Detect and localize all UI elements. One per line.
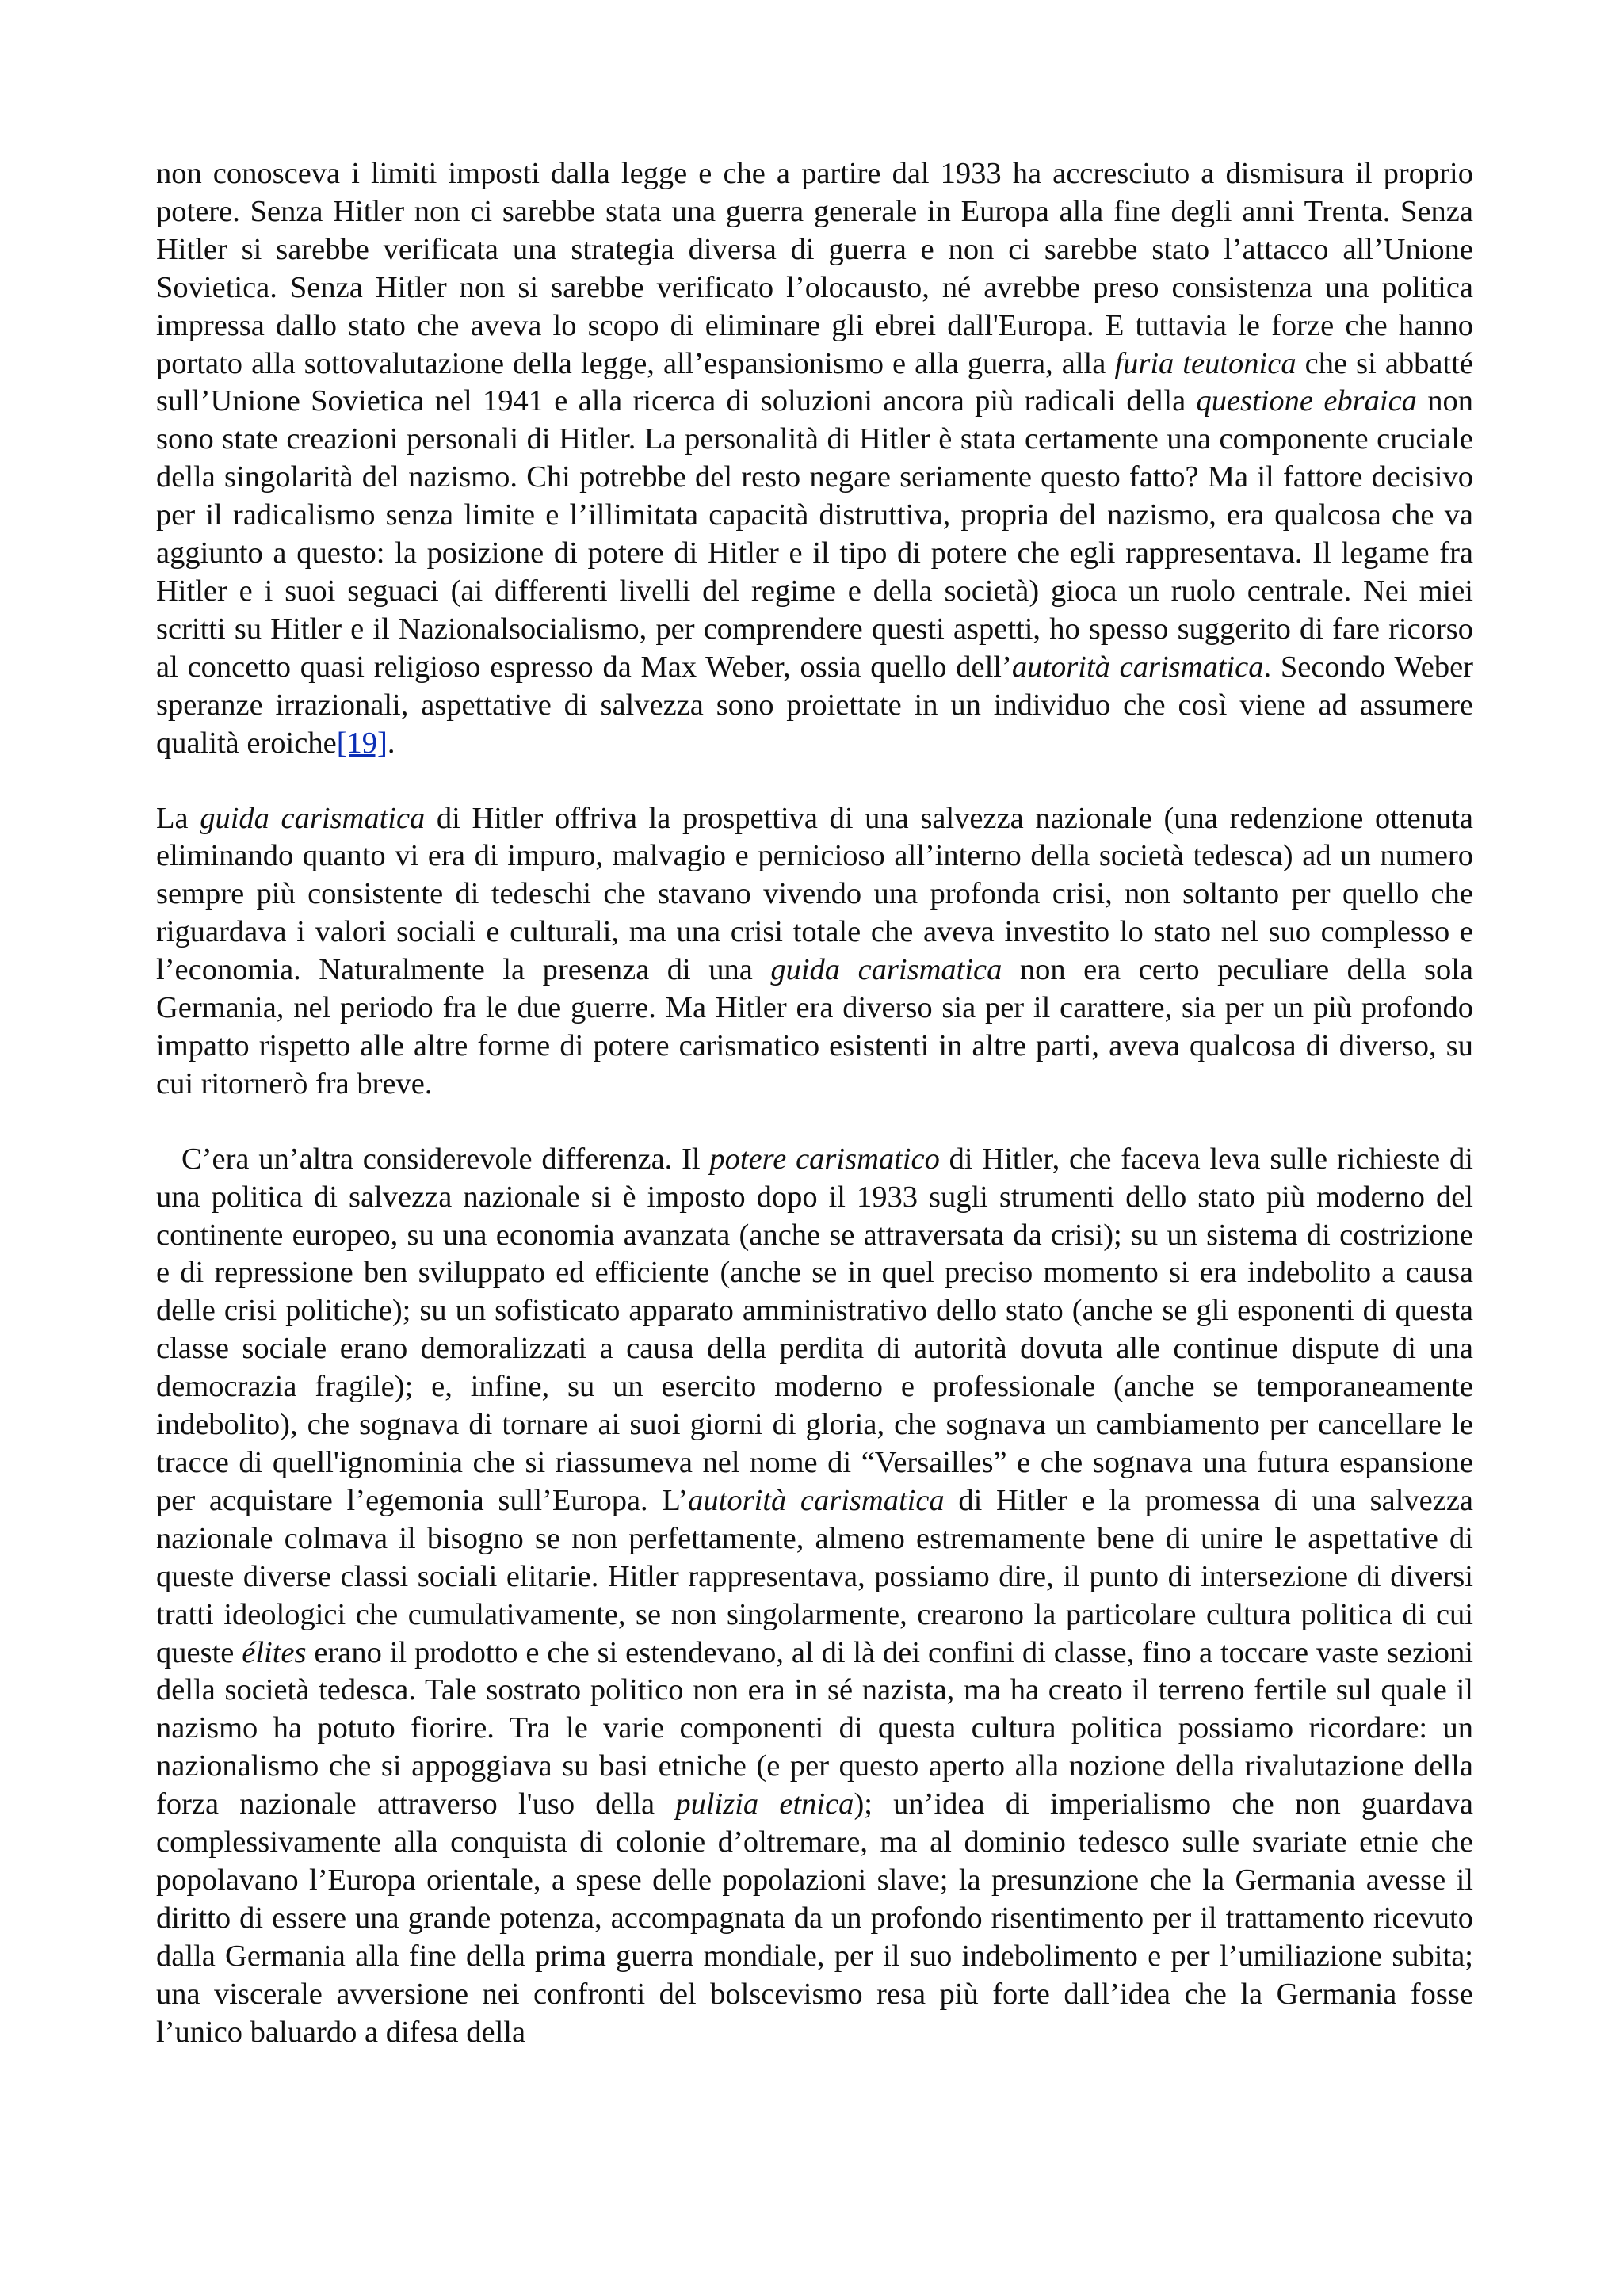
italic-run: furia teutonica — [1114, 346, 1296, 380]
text-run: La — [156, 801, 200, 835]
text-run: che si abbatté sull’Unione Sovietica nel 1941 e alla ricerca di soluzioni ancora più radicali della — [156, 346, 1473, 418]
paragraph-gap — [156, 1104, 1473, 1141]
italic-run: guida carismatica — [200, 801, 426, 835]
text-run: . — [387, 726, 395, 760]
text-run: ); un’idea di imperialismo che non guardava complessivamente alla conquista di colonie d’oltremare, ma al dominio tedesco sulle svariate etnie che popolavano l’Europa orientale, a spese delle popolazioni slave; la presunzione che la Germania avesse il diritto di essere una grande potenza, accompagnata da un profondo risentimento per il trattamento ricevuto dalla Germania alla fine della prima guerra mondiale, per il suo indebolimento e per l’umiliazione subita; una viscerale avversione nei confronti del bolscevismo resa più forte dall’idea che la Germania fosse l’unico baluardo a difesa della — [156, 1787, 1474, 2049]
italic-run: potere carismatico — [709, 1142, 940, 1176]
italic-run: élites — [242, 1635, 307, 1669]
text-run: di Hitler offriva la prospettiva di una salvezza nazionale (una redenzione ottenuta eliminando quanto vi era di impuro, malvagio e pernicioso all’interno della società tedesca) ad un numero sempre più consistente di tedeschi che stavano vivendo una profonda crisi, non soltanto per quello che riguardava i valori sociali e culturali, ma una crisi totale che aveva investito lo stato nel suo complesso e l’economia. Naturalmente la presenza di una — [156, 801, 1473, 987]
italic-run: questione ebraica — [1196, 384, 1417, 418]
text-run: di Hitler e la promessa di una salvezza nazionale colmava il bisogno se non perfettamente, almeno estremamente bene di unire le aspettative di queste diverse classi sociali elitarie. Hitler rappresentava, possiamo dire, il punto di intersezione di diversi tratti ideologici che cumulativamente, se non singolarmente, crearono la particolare cultura politica di cui queste — [156, 1483, 1474, 1669]
italic-run: pulizia etnica — [675, 1787, 854, 1821]
text-run: di Hitler, che faceva leva sulle richieste di una politica di salvezza nazionale si è imposto dopo il 1933 sugli strumenti dello stato più moderno del continente europeo, su una economia avanzata (anche se attraversata da crisi); su un sistema di costrizione e di repressione ben sviluppato ed efficiente (anche se in quel preciso momento si era indebolito a causa delle crisi politiche); su un sofisticato apparato amministrativo dello stato (anche se gli esponenti di questa classe sociale erano demoralizzati a causa della perdita di autorità dovuta alle continue dispute di una democrazia fragile); e, infine, su un esercito moderno e professionale (anche se temporaneamente indebolito), che sognava di tornare ai suoi giorni di gloria, che sognava un cambiamento per cancellare le tracce di quell'ignominia che si riassumeva nel nome di “Versailles” e che sognava una futura espansione per acquistare l’egemonia sull’Europa. L’ — [156, 1142, 1473, 1517]
footnote-link[interactable]: [19] — [336, 726, 388, 760]
italic-run: autorità carismatica — [688, 1483, 945, 1517]
text-run: non conosceva i limiti imposti dalla legge e che a partire dal 1933 ha accresciuto a dismisura il proprio potere. Senza Hitler non ci sarebbe stata una guerra generale in Europa alla fine degli anni Trenta. Senza Hitler si sarebbe verificata una strategia diversa di guerra e non ci sarebbe stato l’attacco all’Unione Sovietica. Senza Hitler non si sarebbe verificato l’olocausto, né avrebbe preso consistenza una politica impressa dallo stato che aveva lo scopo di eliminare gli ebrei dall'Europa. E tuttavia le forze che hanno portato alla sottovalutazione della legge, all’espansionismo e alla guerra, alla — [156, 157, 1473, 380]
text-run: C’era un’altra considerevole differenza. Il — [181, 1142, 710, 1176]
text-run: . Secondo Weber speranze irrazionali, aspettative di salvezza sono proiettate in un individuo che così viene ad assumere qualità eroiche — [156, 650, 1473, 760]
text-run: non era certo peculiare della sola Germania, nel periodo fra le due guerre. Ma Hitler era diverso sia per il carattere, sia per un più profondo impatto rispetto alle altre forme di potere carismatico esistenti in altre parti, aveva qualcosa di diverso, su cui ritornerò fra breve. — [156, 953, 1474, 1100]
italic-run: autorità carismatica — [1011, 650, 1264, 684]
text-run: erano il prodotto e che si estendevano, al di là dei confini di classe, fino a toccare vaste sezioni della società tedesca. Tale sostrato politico non era in sé nazista, ma ha creato il terreno fertile sul quale il nazismo ha potuto fiorire. Tra le varie componenti di questa cultura politica possiamo ricordare: un nazionalismo che si appoggiava su basi etniche (e per questo aperto alla nozione della rivalutazione della forza nazionale attraverso l'uso della — [156, 1635, 1474, 1821]
paragraph-gap — [156, 763, 1473, 800]
italic-run: guida carismatica — [770, 953, 1002, 987]
paragraph-1 — [156, 155, 1473, 763]
text-run: non sono state creazioni personali di Hitler. La personalità di Hitler è stata certamente una componente cruciale della singolarità del nazismo. Chi potrebbe del resto negare seriamente questo fatto? Ma il fattore decisivo per il radicalismo senza limite e l’illimitata capacità distruttiva, propria del nazismo, era qualcosa che va aggiunto a questo: la posizione di potere di Hitler e il tipo di potere che egli rappresentava. Il legame fra Hitler e i suoi seguaci (ai differenti livelli del regime e della società) gioca un ruolo centrale. Nei miei scritti su Hitler e il Nazionalsocialismo, per comprendere questi aspetti, ho spesso suggerito di fare ricorso al concetto quasi religioso espresso da Max Weber, ossia quello dell’ — [156, 384, 1473, 684]
paragraph-3 — [156, 1141, 1473, 2052]
paragraph-2 — [156, 800, 1473, 1104]
document-page — [156, 155, 1473, 2052]
